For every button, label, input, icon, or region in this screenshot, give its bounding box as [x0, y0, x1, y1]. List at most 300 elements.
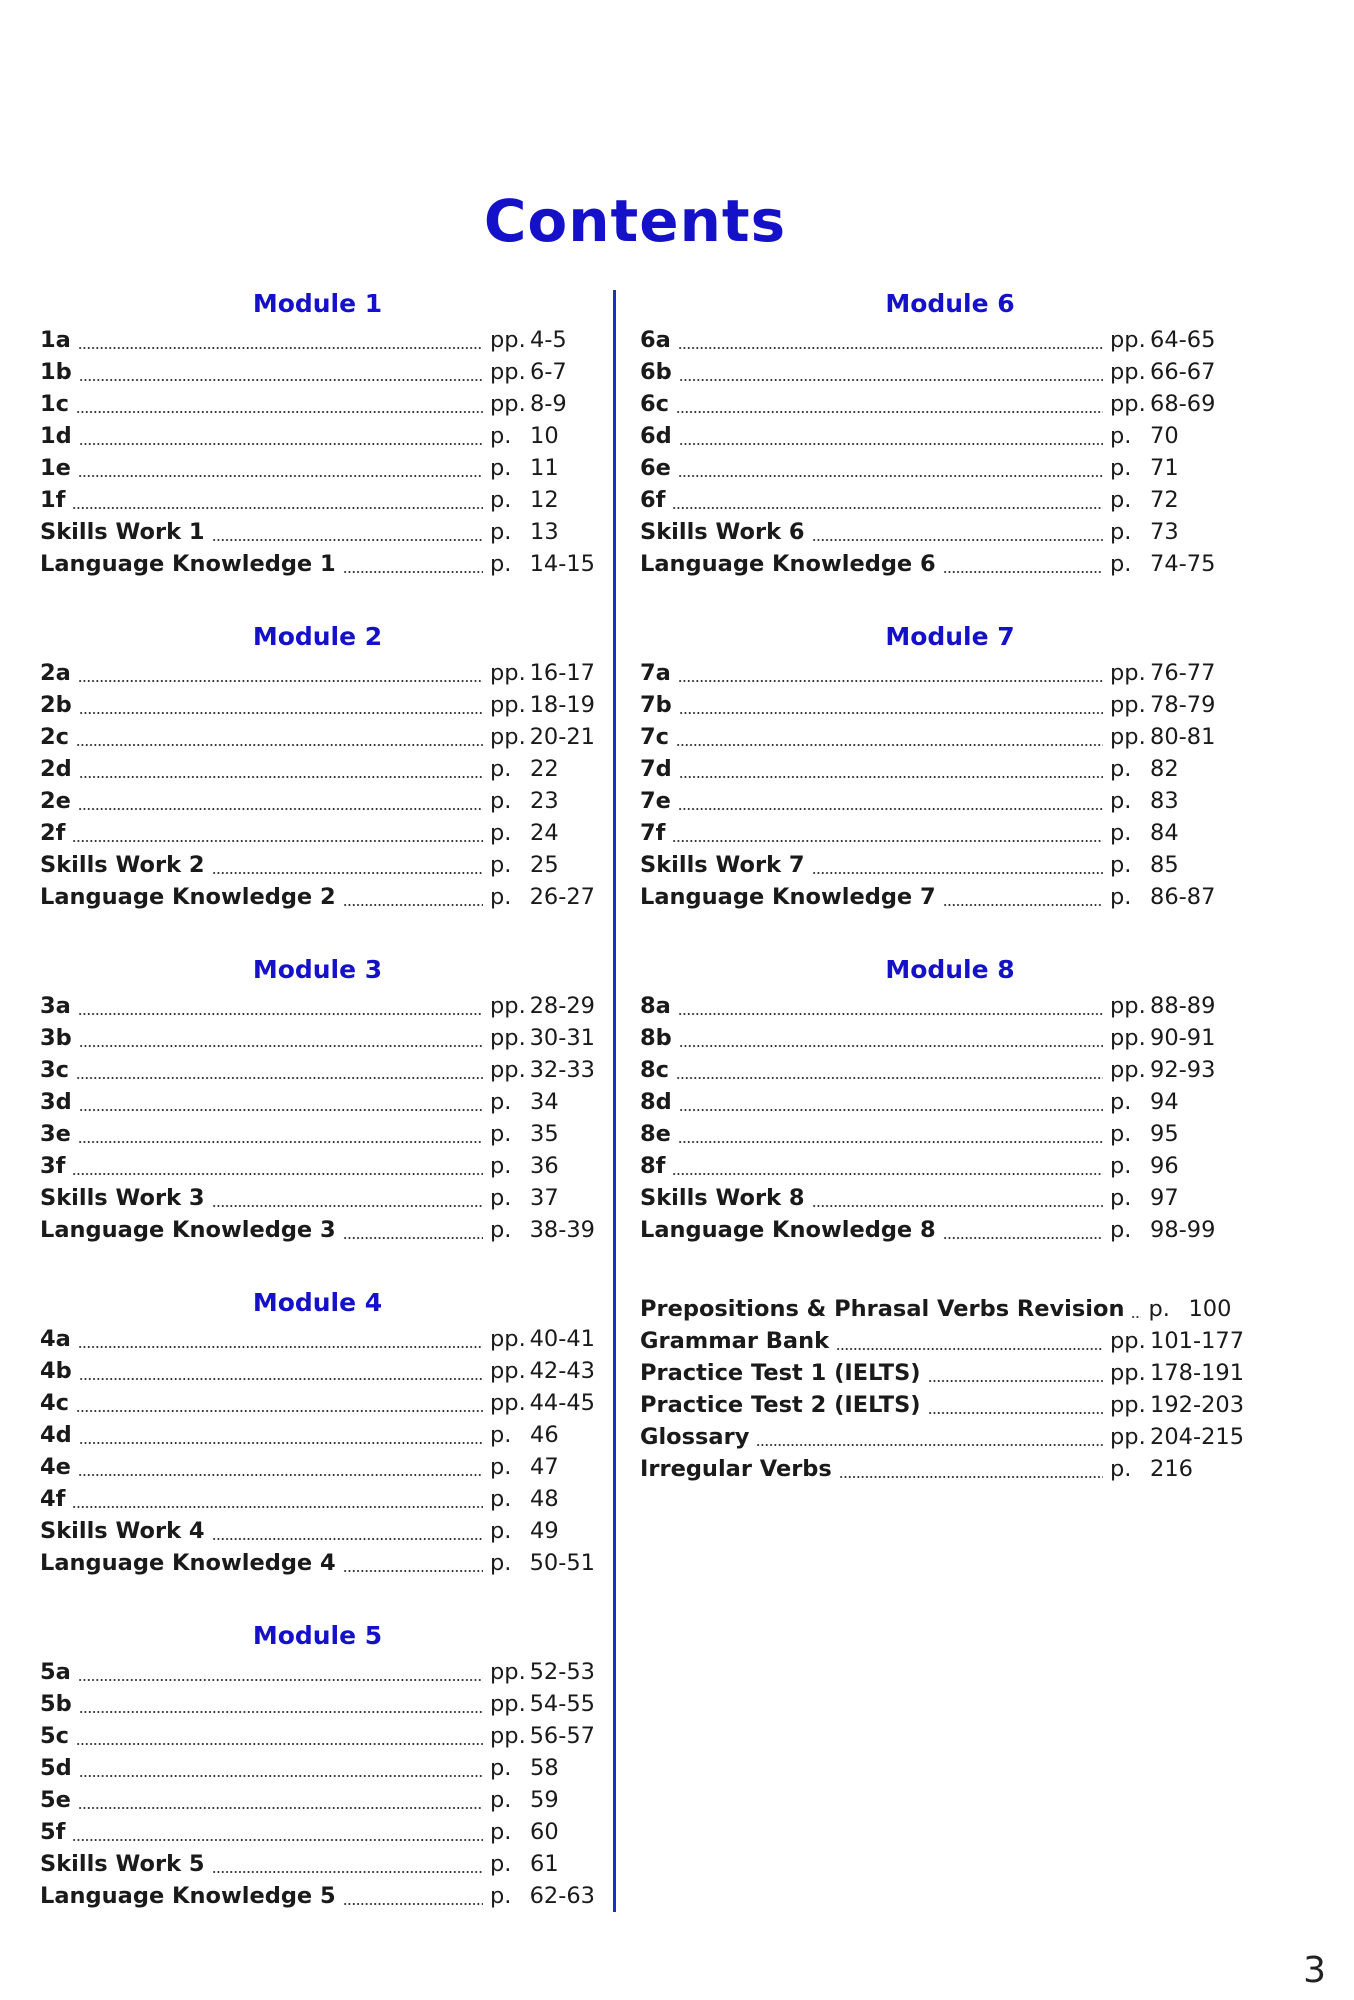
dot-leader [672, 484, 1103, 516]
page-prefix: pp. [490, 1723, 526, 1749]
entry-label: 7c [640, 724, 669, 750]
page-range: 30-31 [529, 1025, 595, 1051]
page-range: 61 [530, 1851, 559, 1877]
toc-entry[interactable] [640, 484, 1260, 516]
page-range: 28-29 [529, 993, 595, 1019]
page-prefix: pp. [490, 724, 526, 750]
dot-leader [812, 849, 1103, 881]
page-range: 71 [1150, 455, 1179, 481]
page-prefix: p. [1110, 455, 1132, 481]
dot-leader [679, 689, 1103, 721]
page-reference [1110, 1214, 1260, 1246]
entry-label: 2a [40, 660, 71, 686]
page-reference [1110, 548, 1260, 580]
page-reference [490, 324, 595, 356]
module-heading: Module 3 [252, 955, 383, 984]
page-prefix: pp. [1110, 1424, 1146, 1450]
entry-label: 5e [40, 1787, 71, 1813]
page-range: 20-21 [529, 724, 595, 750]
page-reference [490, 1688, 595, 1720]
toc-entry[interactable] [40, 1118, 595, 1150]
page-reference [490, 1720, 595, 1752]
page-prefix: p. [490, 1787, 512, 1813]
page-prefix: pp. [1110, 1392, 1146, 1418]
toc-entry[interactable] [40, 785, 595, 817]
page-reference [490, 388, 595, 420]
page-reference [490, 785, 595, 817]
toc-entry[interactable] [640, 516, 1260, 548]
page-prefix: p. [490, 1089, 512, 1115]
page-prefix: p. [490, 487, 512, 513]
toc-entry[interactable] [40, 1214, 595, 1246]
page-reference [490, 1323, 595, 1355]
toc-entry[interactable] [640, 817, 1260, 849]
page-range: 40-41 [529, 1326, 595, 1352]
toc-entry[interactable] [640, 1022, 1260, 1054]
page-reference [1110, 721, 1260, 753]
dot-leader [78, 785, 483, 817]
toc-entry[interactable] [40, 1086, 595, 1118]
entry-label: Language Knowledge 8 [640, 1217, 936, 1243]
entry-label: 2c [40, 724, 69, 750]
entry-label: 1a [40, 327, 71, 353]
page-range: 50-51 [529, 1550, 595, 1576]
page-prefix: p. [1148, 1296, 1170, 1322]
entry-label: 8b [640, 1025, 672, 1051]
page-range: 52-53 [529, 1659, 595, 1685]
entry-label: Language Knowledge 4 [40, 1550, 336, 1576]
entry-label: Irregular Verbs [640, 1456, 832, 1482]
page-prefix: p. [490, 884, 512, 910]
toc-entry[interactable] [40, 1720, 595, 1752]
page-prefix: p. [490, 1486, 512, 1512]
dot-leader [78, 1323, 483, 1355]
page-reference [490, 657, 595, 689]
page-range: 82 [1150, 756, 1179, 782]
dot-leader [676, 1054, 1103, 1086]
dot-leader [212, 1515, 483, 1547]
entry-label: Language Knowledge 3 [40, 1217, 336, 1243]
entry-label: 1c [40, 391, 69, 417]
page-prefix: pp. [1110, 1057, 1146, 1083]
entry-label: Skills Work 6 [640, 519, 805, 545]
page-reference [1110, 1086, 1260, 1118]
page-range: 32-33 [529, 1057, 595, 1083]
entry-label: 6e [640, 455, 671, 481]
page-range: 36 [530, 1153, 559, 1179]
page-range: 18-19 [529, 692, 595, 718]
page-range: 35 [530, 1121, 559, 1147]
dot-leader [679, 1086, 1103, 1118]
toc-entry[interactable] [640, 1086, 1260, 1118]
page-reference [490, 1387, 595, 1419]
page-reference [490, 849, 595, 881]
page-reference [1110, 1389, 1260, 1421]
module-heading: Module 6 [885, 289, 1015, 318]
dot-leader [72, 484, 483, 516]
page-range: 49 [530, 1518, 559, 1544]
page-prefix: p. [490, 1217, 512, 1243]
page-prefix: p. [490, 551, 512, 577]
toc-entry[interactable] [40, 1688, 595, 1720]
toc-entry[interactable] [40, 1387, 595, 1419]
toc-entry[interactable] [40, 324, 595, 356]
toc-entry[interactable] [40, 484, 595, 516]
page-prefix: pp. [1110, 327, 1146, 353]
page-reference [1110, 849, 1260, 881]
toc-entry[interactable] [40, 1816, 595, 1848]
toc-entry[interactable] [40, 1451, 595, 1483]
page-prefix: p. [1110, 1153, 1132, 1179]
page-prefix: pp. [1110, 1360, 1146, 1386]
page-prefix: pp. [490, 1659, 526, 1685]
toc-entry[interactable] [40, 1752, 595, 1784]
entry-label: Practice Test 1 (IELTS) [640, 1360, 921, 1386]
page-range: 88-89 [1150, 993, 1216, 1019]
page-range: 23 [530, 788, 559, 814]
dot-leader [678, 1118, 1103, 1150]
entry-label: 7a [640, 660, 671, 686]
page-range: 47 [530, 1454, 559, 1480]
page-prefix: pp. [490, 1358, 526, 1384]
page-prefix: p. [1110, 1089, 1132, 1115]
dot-leader [943, 881, 1103, 913]
page-title: Contents [483, 186, 787, 255]
toc-entry[interactable] [40, 1515, 595, 1547]
module-section [640, 617, 1260, 950]
dot-leader [1131, 1293, 1141, 1325]
page-reference [490, 1515, 595, 1547]
page-prefix: p. [490, 1185, 512, 1211]
toc-entry[interactable] [640, 689, 1260, 721]
page-reference [1110, 1022, 1260, 1054]
page-range: 68-69 [1150, 391, 1216, 417]
page-prefix: pp. [490, 660, 526, 686]
page-range: 70 [1150, 423, 1179, 449]
entry-label: 6b [640, 359, 672, 385]
toc-entry[interactable] [640, 1150, 1260, 1182]
page-range: 12 [530, 487, 559, 513]
page-range: 13 [530, 519, 559, 545]
page-reference [1110, 420, 1260, 452]
toc-entry[interactable] [640, 1214, 1260, 1246]
page-reference [490, 548, 595, 580]
page-range: 66-67 [1150, 359, 1216, 385]
page-range: 38-39 [529, 1217, 595, 1243]
page-prefix: p. [1110, 1456, 1132, 1482]
entry-label: 8f [640, 1153, 666, 1179]
entry-label: 8d [640, 1089, 672, 1115]
toc-entry[interactable] [40, 721, 595, 753]
toc-entry[interactable] [40, 881, 595, 913]
dot-leader [672, 817, 1103, 849]
dot-leader [212, 516, 483, 548]
page-prefix: pp. [1110, 660, 1146, 686]
page-range: 64-65 [1150, 327, 1216, 353]
toc-entry[interactable] [40, 849, 595, 881]
page-reference [490, 1086, 595, 1118]
toc-entry[interactable] [40, 1880, 595, 1912]
entry-label: 5f [40, 1819, 66, 1845]
page-range: 78-79 [1150, 692, 1216, 718]
toc-entry[interactable] [640, 1389, 1260, 1421]
entry-label: Language Knowledge 1 [40, 551, 336, 577]
toc-entry[interactable] [640, 452, 1260, 484]
page-reference [490, 1150, 595, 1182]
toc-entry[interactable] [640, 1325, 1260, 1357]
dot-leader [78, 1656, 483, 1688]
dot-leader [678, 324, 1103, 356]
module-section [40, 1283, 595, 1616]
toc-entry[interactable] [40, 753, 595, 785]
toc-entry[interactable] [640, 721, 1260, 753]
page-range: 60 [530, 1819, 559, 1845]
entry-label: Glossary [640, 1424, 750, 1450]
page-prefix: p. [490, 756, 512, 782]
entry-label: 1e [40, 455, 71, 481]
entry-label: 2d [40, 756, 72, 782]
module-heading: Module 5 [252, 1621, 383, 1650]
module-heading: Module 4 [252, 1288, 383, 1317]
dot-leader [678, 785, 1103, 817]
page-range: 44-45 [529, 1390, 595, 1416]
toc-entry[interactable] [40, 1784, 595, 1816]
toc-entry[interactable] [40, 452, 595, 484]
page-prefix: p. [490, 1550, 512, 1576]
page-reference [1148, 1293, 1260, 1325]
toc-entry[interactable] [40, 990, 595, 1022]
module-section [40, 617, 595, 950]
page-prefix: pp. [490, 993, 526, 1019]
page-reference [1110, 1054, 1260, 1086]
page-prefix: p. [490, 1454, 512, 1480]
page-range: 8-9 [530, 391, 567, 417]
page-reference [1110, 484, 1260, 516]
page-reference [490, 1054, 595, 1086]
dot-leader [676, 388, 1103, 420]
dot-leader [78, 324, 483, 356]
page-prefix: pp. [490, 1691, 526, 1717]
page-range: 16-17 [529, 660, 595, 686]
entry-label: 7d [640, 756, 672, 782]
page-range: 54-55 [529, 1691, 595, 1717]
page-range: 10 [530, 423, 559, 449]
dot-leader [79, 420, 483, 452]
entry-label: 5a [40, 1659, 71, 1685]
page-range: 178-191 [1150, 1360, 1245, 1386]
toc-entry[interactable] [640, 1118, 1260, 1150]
toc-entry[interactable] [640, 1453, 1260, 1485]
page-range: 192-203 [1150, 1392, 1245, 1418]
page-reference [490, 753, 595, 785]
dot-leader [78, 1451, 483, 1483]
dot-leader [678, 990, 1103, 1022]
entry-label: Language Knowledge 6 [640, 551, 936, 577]
dot-leader [76, 388, 483, 420]
entry-label: 3e [40, 1121, 71, 1147]
toc-entry[interactable] [40, 1182, 595, 1214]
page-prefix: pp. [490, 692, 526, 718]
entry-label: 6c [640, 391, 669, 417]
right-column [640, 284, 1260, 1485]
dot-leader [212, 1848, 483, 1880]
page-prefix: p. [1110, 423, 1132, 449]
toc-entry[interactable] [640, 548, 1260, 580]
page-reference [490, 484, 595, 516]
toc-entry[interactable] [640, 324, 1260, 356]
page-reference [1110, 1182, 1260, 1214]
toc-entry[interactable] [40, 689, 595, 721]
dot-leader [212, 1182, 483, 1214]
page-reference [1110, 881, 1260, 913]
entry-label: Prepositions & Phrasal Verbs Revision [640, 1296, 1125, 1322]
dot-leader [343, 881, 483, 913]
toc-entry[interactable] [40, 516, 595, 548]
page-prefix: p. [1110, 852, 1132, 878]
module-section [40, 1616, 595, 1949]
entry-label: 5c [40, 1723, 69, 1749]
entry-label: 5b [40, 1691, 72, 1717]
toc-entry[interactable] [40, 1656, 595, 1688]
toc-entry[interactable] [640, 1293, 1260, 1325]
module-heading: Module 8 [885, 955, 1015, 984]
toc-entry[interactable] [40, 817, 595, 849]
dot-leader [76, 1720, 483, 1752]
page-reference [490, 452, 595, 484]
entry-label: 4b [40, 1358, 72, 1384]
entry-label: 2f [40, 820, 66, 846]
dot-leader [79, 1022, 483, 1054]
toc-entry[interactable] [640, 657, 1260, 689]
dot-leader [72, 817, 483, 849]
dot-leader [672, 1150, 1103, 1182]
toc-entry[interactable] [640, 881, 1260, 913]
toc-entry[interactable] [40, 356, 595, 388]
toc-entry[interactable] [640, 785, 1260, 817]
page-range: 80-81 [1150, 724, 1216, 750]
page-range: 42-43 [529, 1358, 595, 1384]
entry-label: Skills Work 1 [40, 519, 205, 545]
dot-leader [79, 1419, 483, 1451]
entry-label: 1d [40, 423, 72, 449]
module-section [640, 284, 1260, 617]
entry-label: 7e [640, 788, 671, 814]
toc-entry[interactable] [40, 1323, 595, 1355]
dot-leader [76, 721, 483, 753]
toc-entry[interactable] [40, 388, 595, 420]
page-reference [1110, 324, 1260, 356]
dot-leader [78, 1784, 483, 1816]
module-section [40, 284, 595, 617]
page-prefix: p. [1110, 1217, 1132, 1243]
dot-leader [943, 548, 1103, 580]
page-prefix: p. [1110, 820, 1132, 846]
page-reference [1110, 1150, 1260, 1182]
entry-label: 7b [640, 692, 672, 718]
toc-entry[interactable] [640, 849, 1260, 881]
page-range: 85 [1150, 852, 1179, 878]
page-range: 6-7 [530, 359, 567, 385]
page-range: 84 [1150, 820, 1179, 846]
toc-entry[interactable] [640, 753, 1260, 785]
page-range: 216 [1150, 1456, 1193, 1482]
toc-entry[interactable] [40, 1483, 595, 1515]
toc-entry[interactable] [40, 1054, 595, 1086]
dot-leader [78, 657, 483, 689]
page-reference [490, 1880, 595, 1912]
page-number: 3 [1303, 1950, 1326, 1991]
page-range: 98-99 [1150, 1217, 1216, 1243]
toc-entry[interactable] [40, 1419, 595, 1451]
page-prefix: pp. [1110, 993, 1146, 1019]
entry-label: 1b [40, 359, 72, 385]
entry-label: Practice Test 2 (IELTS) [640, 1392, 921, 1418]
toc-entry[interactable] [40, 420, 595, 452]
page-reference [490, 1182, 595, 1214]
entry-label: 4d [40, 1422, 72, 1448]
toc-entry[interactable] [40, 1150, 595, 1182]
page-reference [490, 1355, 595, 1387]
page-reference [490, 516, 595, 548]
toc-entry[interactable] [640, 1054, 1260, 1086]
entry-label: 7f [640, 820, 666, 846]
dot-leader [679, 1022, 1103, 1054]
page-prefix: pp. [490, 1057, 526, 1083]
page-reference [490, 1419, 595, 1451]
dot-leader [836, 1325, 1103, 1357]
entry-label: Skills Work 4 [40, 1518, 205, 1544]
entry-label: 4e [40, 1454, 71, 1480]
toc-entry[interactable] [40, 1355, 595, 1387]
entry-label: Skills Work 3 [40, 1185, 205, 1211]
module-section [40, 950, 595, 1283]
page-reference [1110, 1325, 1260, 1357]
toc-entry[interactable] [640, 420, 1260, 452]
page-range: 94 [1150, 1089, 1179, 1115]
toc-entry[interactable] [40, 1022, 595, 1054]
toc-entry[interactable] [640, 990, 1260, 1022]
entry-label: 3a [40, 993, 71, 1019]
entry-label: Language Knowledge 7 [640, 884, 936, 910]
page-range: 22 [530, 756, 559, 782]
dot-leader [928, 1357, 1103, 1389]
page-prefix: pp. [490, 1390, 526, 1416]
entry-label: Skills Work 5 [40, 1851, 205, 1877]
page-range: 90-91 [1150, 1025, 1216, 1051]
toc-entry[interactable] [40, 1848, 595, 1880]
toc-entry[interactable] [40, 657, 595, 689]
toc-entry[interactable] [640, 1421, 1260, 1453]
toc-entry[interactable] [40, 548, 595, 580]
page-reference [1110, 452, 1260, 484]
toc-entry[interactable] [40, 1547, 595, 1579]
toc-entry[interactable] [640, 1182, 1260, 1214]
toc-entry[interactable] [640, 356, 1260, 388]
dot-leader [79, 753, 483, 785]
dot-leader [676, 721, 1103, 753]
dot-leader [78, 990, 483, 1022]
page-reference [1110, 657, 1260, 689]
toc-entry[interactable] [640, 388, 1260, 420]
page-prefix: pp. [490, 359, 526, 385]
toc-entry[interactable] [640, 1357, 1260, 1389]
entry-label: 3c [40, 1057, 69, 1083]
page-reference [1110, 388, 1260, 420]
page-reference [1110, 817, 1260, 849]
dot-leader [839, 1453, 1103, 1485]
dot-leader [678, 657, 1103, 689]
page-range: 11 [530, 455, 559, 481]
